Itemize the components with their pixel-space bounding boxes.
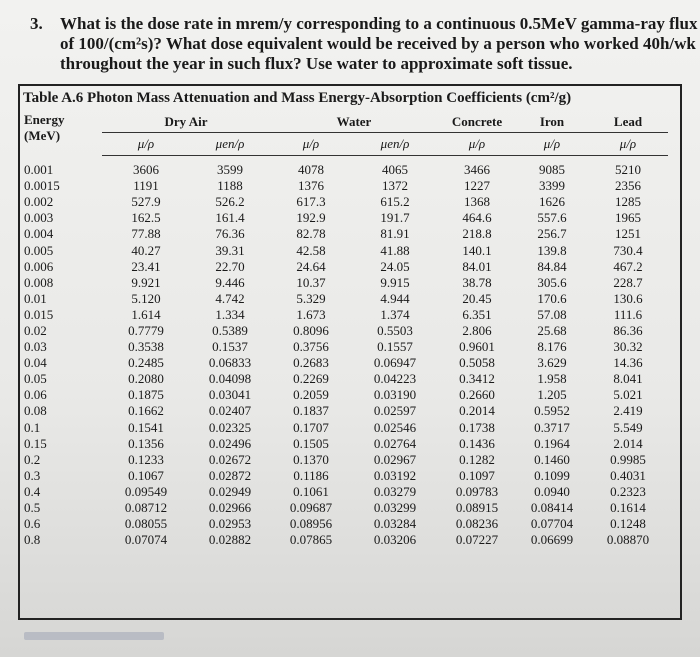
value-cell: 1.205 xyxy=(537,387,567,403)
value-cell: 3466 xyxy=(464,162,490,178)
energy-cell: 0.005 xyxy=(24,242,54,258)
value-cell: 0.2269 xyxy=(293,371,329,387)
energy-cell: 0.5 xyxy=(24,500,41,516)
table-title: Table A.6 Photon Mass Attenuation and Mass Energy-Absorption Coefficients (cm²/g) xyxy=(23,90,572,106)
value-cell: 6.351 xyxy=(462,306,492,322)
table-row xyxy=(20,210,668,226)
value-cell: 5.329 xyxy=(296,290,326,306)
value-cell: 0.09549 xyxy=(124,483,168,499)
value-cell: 617.3 xyxy=(296,194,326,210)
value-cell: 9085 xyxy=(539,162,565,178)
value-cell: 0.1097 xyxy=(459,467,495,483)
value-cell: 10.37 xyxy=(296,274,326,290)
value-cell: 0.0940 xyxy=(534,483,570,499)
value-cell: 84.84 xyxy=(537,258,567,274)
value-cell: 0.06947 xyxy=(373,355,417,371)
energy-header-line1: Energy xyxy=(24,112,65,127)
table-row xyxy=(20,371,668,387)
value-cell: 0.7779 xyxy=(128,322,164,338)
question-line-2: of 100/(cm²s)? What dose equivalent would be received by a person who worked 40h/wk xyxy=(60,34,696,53)
value-cell: 0.2014 xyxy=(459,403,495,419)
value-cell: 9.915 xyxy=(380,274,410,290)
table-row xyxy=(20,500,668,516)
attenuation-table xyxy=(20,112,668,548)
value-cell: 1626 xyxy=(539,194,565,210)
energy-cell: 0.08 xyxy=(24,403,47,419)
value-cell: 0.1707 xyxy=(293,419,329,435)
value-cell: 0.03299 xyxy=(373,500,417,516)
value-cell: 0.2059 xyxy=(293,387,329,403)
value-cell: 77.88 xyxy=(131,226,161,242)
group-header-dry-air: Dry Air xyxy=(102,112,270,133)
value-cell: 0.08712 xyxy=(124,500,168,516)
table-row xyxy=(20,178,668,194)
table-row xyxy=(20,275,668,291)
value-cell: 1965 xyxy=(615,210,641,226)
value-cell: 3606 xyxy=(133,162,159,178)
value-cell: 0.03284 xyxy=(373,516,417,532)
value-cell: 1191 xyxy=(133,178,159,194)
value-cell: 0.02496 xyxy=(208,435,252,451)
value-cell: 40.27 xyxy=(131,242,161,258)
value-cell: 4.944 xyxy=(380,290,410,306)
group-header-concrete: Concrete xyxy=(438,112,516,133)
energy-cell: 0.0015 xyxy=(24,178,60,194)
question-text xyxy=(60,14,698,74)
value-cell: 8.041 xyxy=(613,371,643,387)
value-cell: 0.06699 xyxy=(530,532,574,548)
energy-cell: 0.15 xyxy=(24,435,47,451)
value-cell: 0.1537 xyxy=(212,339,248,355)
value-cell: 0.1964 xyxy=(534,435,570,451)
subheader-air-muen: μen/ρ xyxy=(190,133,270,156)
table-row xyxy=(20,156,668,179)
value-cell: 0.02325 xyxy=(208,419,252,435)
value-cell: 0.5058 xyxy=(459,355,495,371)
value-cell: 0.2080 xyxy=(128,371,164,387)
value-cell: 256.7 xyxy=(537,226,567,242)
energy-cell: 0.8 xyxy=(24,532,41,548)
value-cell: 0.9985 xyxy=(610,451,646,467)
value-cell: 5.549 xyxy=(613,419,643,435)
value-cell: 1251 xyxy=(615,226,641,242)
energy-cell: 0.4 xyxy=(24,483,41,499)
value-cell: 8.176 xyxy=(537,339,567,355)
value-cell: 5.021 xyxy=(613,387,643,403)
value-cell: 82.78 xyxy=(296,226,326,242)
value-cell: 0.2485 xyxy=(128,355,164,371)
value-cell: 57.08 xyxy=(537,306,567,322)
value-cell: 0.03041 xyxy=(208,387,252,403)
value-cell: 0.1436 xyxy=(459,435,495,451)
value-cell: 0.3756 xyxy=(293,339,329,355)
value-cell: 1227 xyxy=(464,178,490,194)
value-cell: 3399 xyxy=(539,178,565,194)
energy-cell: 0.003 xyxy=(24,210,54,226)
value-cell: 0.02872 xyxy=(208,467,252,483)
value-cell: 23.41 xyxy=(131,258,161,274)
energy-cell: 0.006 xyxy=(24,258,54,274)
value-cell: 0.08236 xyxy=(455,516,499,532)
subheader-air-mu: μ/ρ xyxy=(102,133,190,156)
value-cell: 0.1356 xyxy=(128,435,164,451)
energy-cell: 0.001 xyxy=(24,161,54,177)
value-cell: 0.02966 xyxy=(208,500,252,516)
value-cell: 0.3412 xyxy=(459,371,495,387)
value-cell: 557.6 xyxy=(537,210,567,226)
value-cell: 0.1067 xyxy=(128,467,164,483)
energy-cell: 0.02 xyxy=(24,322,47,338)
value-cell: 41.88 xyxy=(380,242,410,258)
value-cell: 0.1186 xyxy=(293,467,329,483)
value-cell: 140.1 xyxy=(462,242,492,258)
table-row xyxy=(20,355,668,371)
value-cell: 5210 xyxy=(615,162,641,178)
value-cell: 0.2660 xyxy=(459,387,495,403)
value-cell: 0.1233 xyxy=(128,451,164,467)
energy-cell: 0.2 xyxy=(24,451,41,467)
value-cell: 25.68 xyxy=(537,322,567,338)
table-row xyxy=(20,242,668,258)
value-cell: 0.9601 xyxy=(459,339,495,355)
value-cell: 0.08956 xyxy=(289,516,333,532)
energy-header-line2: (MeV) xyxy=(24,128,61,143)
value-cell: 0.1061 xyxy=(293,483,329,499)
energy-cell: 0.015 xyxy=(24,306,54,322)
value-cell: 0.03192 xyxy=(373,467,417,483)
value-cell: 0.1505 xyxy=(293,435,329,451)
value-cell: 30.32 xyxy=(613,339,643,355)
value-cell: 0.02949 xyxy=(208,483,252,499)
value-cell: 0.03190 xyxy=(373,387,417,403)
value-cell: 615.2 xyxy=(380,194,410,210)
energy-cell: 0.06 xyxy=(24,387,47,403)
value-cell: 0.1282 xyxy=(459,451,495,467)
energy-header xyxy=(20,112,102,156)
value-cell: 0.02407 xyxy=(208,403,252,419)
table-row xyxy=(20,387,668,403)
value-cell: 0.07865 xyxy=(289,532,333,548)
value-cell: 0.07227 xyxy=(455,532,499,548)
value-cell: 467.2 xyxy=(613,258,643,274)
value-cell: 0.09687 xyxy=(289,500,333,516)
energy-cell: 0.05 xyxy=(24,371,47,387)
value-cell: 464.6 xyxy=(462,210,492,226)
energy-cell: 0.3 xyxy=(24,467,41,483)
table-row xyxy=(20,420,668,436)
value-cell: 14.36 xyxy=(613,355,643,371)
question-number: 3. xyxy=(30,14,43,33)
value-cell: 1.374 xyxy=(380,306,410,322)
value-cell: 4.742 xyxy=(215,290,245,306)
value-cell: 38.78 xyxy=(462,274,492,290)
value-cell: 192.9 xyxy=(296,210,326,226)
value-cell: 0.1662 xyxy=(128,403,164,419)
value-cell: 1376 xyxy=(298,178,324,194)
energy-cell: 0.03 xyxy=(24,339,47,355)
group-header-iron: Iron xyxy=(516,112,588,133)
value-cell: 0.1614 xyxy=(610,500,646,516)
value-cell: 0.04223 xyxy=(373,371,417,387)
footer-bar xyxy=(24,632,164,640)
value-cell: 0.02882 xyxy=(208,532,252,548)
value-cell: 0.2683 xyxy=(293,355,329,371)
value-cell: 0.04098 xyxy=(208,371,252,387)
value-cell: 20.45 xyxy=(462,290,492,306)
value-cell: 0.5952 xyxy=(534,403,570,419)
subheader-concrete-mu: μ/ρ xyxy=(438,133,516,156)
value-cell: 2.806 xyxy=(462,322,492,338)
value-cell: 0.07704 xyxy=(530,516,574,532)
value-cell: 527.9 xyxy=(131,194,161,210)
value-cell: 1285 xyxy=(615,194,641,210)
value-cell: 170.6 xyxy=(537,290,567,306)
value-cell: 9.921 xyxy=(131,274,161,290)
value-cell: 0.03206 xyxy=(373,532,417,548)
value-cell: 0.02546 xyxy=(373,419,417,435)
value-cell: 2.014 xyxy=(613,435,643,451)
subheader-iron-mu: μ/ρ xyxy=(516,133,588,156)
subheader-water-mu: μ/ρ xyxy=(270,133,352,156)
table-row xyxy=(20,452,668,468)
value-cell: 1.958 xyxy=(537,371,567,387)
value-cell: 9.446 xyxy=(215,274,245,290)
value-cell: 0.02764 xyxy=(373,435,417,451)
question-line-3: throughout the year in such flux? Use water to approximate soft tissue. xyxy=(60,54,573,73)
value-cell: 1188 xyxy=(217,178,243,194)
value-cell: 0.02967 xyxy=(373,451,417,467)
value-cell: 0.08414 xyxy=(530,500,574,516)
value-cell: 139.8 xyxy=(537,242,567,258)
value-cell: 4078 xyxy=(298,162,324,178)
value-cell: 0.3717 xyxy=(534,419,570,435)
value-cell: 0.1738 xyxy=(459,419,495,435)
value-cell: 730.4 xyxy=(613,242,643,258)
value-cell: 42.58 xyxy=(296,242,326,258)
value-cell: 2.419 xyxy=(613,403,643,419)
energy-cell: 0.04 xyxy=(24,355,47,371)
value-cell: 0.1875 xyxy=(128,387,164,403)
table-row xyxy=(20,259,668,275)
energy-cell: 0.004 xyxy=(24,226,54,242)
value-cell: 0.1460 xyxy=(534,451,570,467)
table-row xyxy=(20,339,668,355)
question-line-1: What is the dose rate in mrem/y corresponding to a continuous 0.5MeV gamma-ray flux xyxy=(60,14,698,33)
value-cell: 1372 xyxy=(382,178,408,194)
table-row xyxy=(20,484,668,500)
value-cell: 0.1541 xyxy=(128,419,164,435)
value-cell: 0.5389 xyxy=(212,322,248,338)
subheader-lead-mu: μ/ρ xyxy=(588,133,668,156)
value-cell: 84.01 xyxy=(462,258,492,274)
value-cell: 0.3538 xyxy=(128,339,164,355)
value-cell: 0.08055 xyxy=(124,516,168,532)
group-header-lead: Lead xyxy=(588,112,668,133)
table-row xyxy=(20,436,668,452)
value-cell: 0.1370 xyxy=(293,451,329,467)
value-cell: 86.36 xyxy=(613,322,643,338)
energy-cell: 0.1 xyxy=(24,419,41,435)
value-cell: 161.4 xyxy=(215,210,245,226)
value-cell: 81.91 xyxy=(380,226,410,242)
value-cell: 24.64 xyxy=(296,258,326,274)
value-cell: 305.6 xyxy=(537,274,567,290)
energy-cell: 0.6 xyxy=(24,516,41,532)
table-body xyxy=(20,156,668,549)
value-cell: 1.614 xyxy=(131,306,161,322)
value-cell: 1.334 xyxy=(215,306,245,322)
table-row xyxy=(20,307,668,323)
table-row xyxy=(20,468,668,484)
value-cell: 24.05 xyxy=(380,258,410,274)
value-cell: 0.2323 xyxy=(610,483,646,499)
value-cell: 0.5503 xyxy=(377,322,413,338)
value-cell: 130.6 xyxy=(613,290,643,306)
value-cell: 228.7 xyxy=(613,274,643,290)
value-cell: 0.4031 xyxy=(610,467,646,483)
subheader-water-muen: μen/ρ xyxy=(352,133,438,156)
value-cell: 76.36 xyxy=(215,226,245,242)
energy-cell: 0.002 xyxy=(24,194,54,210)
value-cell: 526.2 xyxy=(215,194,245,210)
value-cell: 0.07074 xyxy=(124,532,168,548)
value-cell: 0.06833 xyxy=(208,355,252,371)
value-cell: 0.03279 xyxy=(373,483,417,499)
value-cell: 218.8 xyxy=(462,226,492,242)
value-cell: 0.02597 xyxy=(373,403,417,419)
value-cell: 2356 xyxy=(615,178,641,194)
table-row xyxy=(20,532,668,548)
table-row xyxy=(20,516,668,532)
value-cell: 4065 xyxy=(382,162,408,178)
table-row xyxy=(20,226,668,242)
table-row xyxy=(20,403,668,419)
value-cell: 0.8096 xyxy=(293,322,329,338)
value-cell: 5.120 xyxy=(131,290,161,306)
table-row xyxy=(20,323,668,339)
value-cell: 0.08915 xyxy=(455,500,499,516)
value-cell: 3.629 xyxy=(537,355,567,371)
value-cell: 1.673 xyxy=(296,306,326,322)
table-row xyxy=(20,291,668,307)
value-cell: 162.5 xyxy=(131,210,161,226)
group-header-water: Water xyxy=(270,112,438,133)
value-cell: 0.08870 xyxy=(606,532,650,548)
value-cell: 0.1837 xyxy=(293,403,329,419)
value-cell: 3599 xyxy=(217,162,243,178)
energy-cell: 0.008 xyxy=(24,274,54,290)
value-cell: 39.31 xyxy=(215,242,245,258)
value-cell: 111.6 xyxy=(613,306,643,322)
value-cell: 0.1099 xyxy=(534,467,570,483)
value-cell: 0.02672 xyxy=(208,451,252,467)
value-cell: 0.1248 xyxy=(610,516,646,532)
value-cell: 0.02953 xyxy=(208,516,252,532)
table-row xyxy=(20,194,668,210)
value-cell: 0.1557 xyxy=(377,339,413,355)
value-cell: 191.7 xyxy=(380,210,410,226)
energy-cell: 0.01 xyxy=(24,290,47,306)
value-cell: 22.70 xyxy=(215,258,245,274)
value-cell: 1368 xyxy=(464,194,490,210)
value-cell: 0.09783 xyxy=(455,483,499,499)
